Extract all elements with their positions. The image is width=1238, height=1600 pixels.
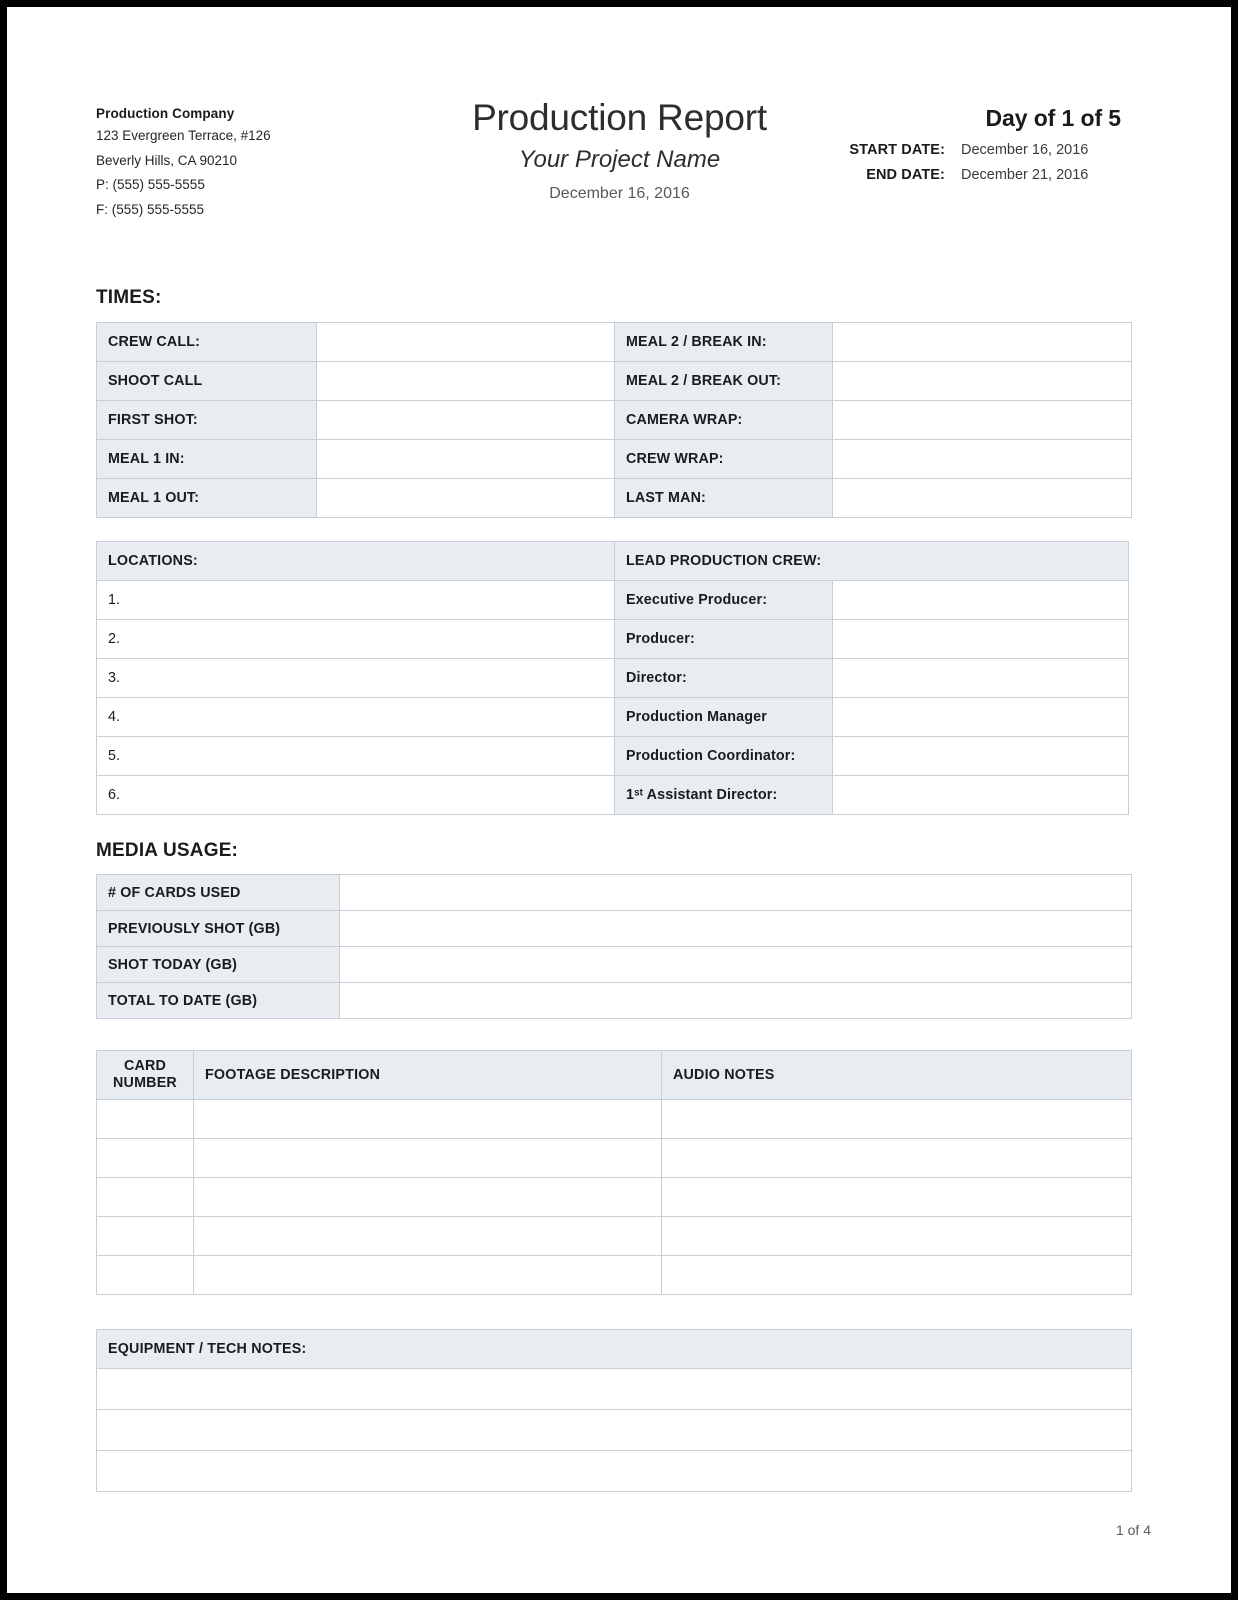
footage-row-4-card-number[interactable]: [97, 1256, 194, 1295]
project-name: Your Project Name: [518, 146, 721, 173]
media-usage-table: [96, 874, 1132, 1019]
company-address-line-1: 123 Evergreen Terrace, #126: [96, 128, 271, 143]
times-left-label-1: SHOOT CALL: [97, 362, 317, 401]
equipment-row-0[interactable]: [97, 1369, 1132, 1410]
equipment-header: EQUIPMENT / TECH NOTES:: [97, 1330, 1132, 1369]
location-row-2[interactable]: 3.: [97, 659, 615, 698]
footage-row-1-audio-notes[interactable]: [662, 1139, 1132, 1178]
table-row: [97, 1100, 1132, 1139]
crew-role-1: Producer:: [615, 620, 833, 659]
company-info-block: [96, 103, 396, 222]
table-header-row: [97, 542, 1129, 581]
crew-value-5[interactable]: [833, 776, 1129, 815]
footage-header-card-line-1: CARD: [123, 1058, 167, 1074]
times-left-label-2: FIRST SHOT:: [97, 401, 317, 440]
table-row: [97, 440, 1132, 479]
table-row: [97, 1256, 1132, 1295]
footage-header-card-number: [97, 1051, 194, 1100]
times-right-value-1[interactable]: [833, 362, 1132, 401]
times-right-label-0: MEAL 2 / BREAK IN:: [615, 323, 833, 362]
crew-value-2[interactable]: [833, 659, 1129, 698]
media-label-0: # OF CARDS USED: [97, 875, 340, 911]
table-row: [97, 1410, 1132, 1451]
times-left-value-0[interactable]: [317, 323, 615, 362]
crew-value-3[interactable]: [833, 698, 1129, 737]
media-value-0[interactable]: [340, 875, 1132, 911]
times-left-value-3[interactable]: [317, 440, 615, 479]
table-row: [97, 1178, 1132, 1217]
end-date-row: [701, 167, 1121, 183]
footage-row-0-description[interactable]: [194, 1100, 662, 1139]
location-row-3[interactable]: 4.: [97, 698, 615, 737]
day-of-label: Day of 1 of 5: [985, 105, 1121, 131]
times-right-value-2[interactable]: [833, 401, 1132, 440]
footage-row-2-audio-notes[interactable]: [662, 1178, 1132, 1217]
table-header-row: [97, 1051, 1132, 1100]
media-label-3: TOTAL TO DATE (GB): [97, 983, 340, 1019]
equipment-tech-notes-table: [96, 1329, 1132, 1492]
crew-role-3: Production Manager: [615, 698, 833, 737]
locations-header: LOCATIONS:: [97, 542, 615, 581]
crew-role-5-prefix: 1: [626, 787, 635, 803]
times-left-label-0: CREW CALL:: [97, 323, 317, 362]
footage-row-3-audio-notes[interactable]: [662, 1217, 1132, 1256]
location-row-4[interactable]: 5.: [97, 737, 615, 776]
times-left-value-4[interactable]: [317, 479, 615, 518]
times-right-label-1: MEAL 2 / BREAK OUT:: [615, 362, 833, 401]
table-row: [97, 479, 1132, 518]
table-row: [97, 983, 1132, 1019]
footage-row-1-description[interactable]: [194, 1139, 662, 1178]
crew-role-5: [615, 776, 833, 815]
table-row: [97, 947, 1132, 983]
day-meta-block: [701, 103, 1121, 183]
company-phone: P: (555) 555-5555: [96, 177, 205, 192]
start-date-value: December 16, 2016: [961, 142, 1089, 158]
footage-row-3-card-number[interactable]: [97, 1217, 194, 1256]
equipment-row-2[interactable]: [97, 1451, 1132, 1492]
times-right-label-2: CAMERA WRAP:: [615, 401, 833, 440]
table-header-row: [97, 1330, 1132, 1369]
footage-row-2-description[interactable]: [194, 1178, 662, 1217]
times-right-value-4[interactable]: [833, 479, 1132, 518]
crew-header: LEAD PRODUCTION CREW:: [615, 542, 1129, 581]
table-row: [97, 1369, 1132, 1410]
times-right-value-0[interactable]: [833, 323, 1132, 362]
start-date-label: START DATE:: [849, 142, 945, 158]
media-label-1: PREVIOUSLY SHOT (GB): [97, 911, 340, 947]
crew-role-4: Production Coordinator:: [615, 737, 833, 776]
crew-value-4[interactable]: [833, 737, 1129, 776]
footage-row-0-card-number[interactable]: [97, 1100, 194, 1139]
media-value-1[interactable]: [340, 911, 1132, 947]
document-page: [7, 7, 1231, 1593]
company-address-line-2: Beverly Hills, CA 90210: [96, 152, 238, 168]
times-left-label-3: MEAL 1 IN:: [97, 440, 317, 479]
end-date-value: December 21, 2016: [961, 167, 1089, 183]
footage-row-4-audio-notes[interactable]: [662, 1256, 1132, 1295]
location-row-1[interactable]: 2.: [97, 620, 615, 659]
media-value-2[interactable]: [340, 947, 1132, 983]
footage-header-description: FOOTAGE DESCRIPTION: [194, 1051, 662, 1100]
table-row: [97, 776, 1129, 815]
footage-row-3-description[interactable]: [194, 1217, 662, 1256]
start-date-row: [701, 142, 1121, 158]
footage-header-audio-notes: AUDIO NOTES: [662, 1051, 1132, 1100]
times-section-title: TIMES:: [96, 287, 162, 308]
table-row: [97, 1451, 1132, 1492]
table-row: [97, 659, 1129, 698]
document-header: [7, 7, 1231, 237]
times-table: [96, 322, 1132, 518]
table-row: [97, 737, 1129, 776]
crew-value-1[interactable]: [833, 620, 1129, 659]
footage-header-card-line-2: NUMBER: [113, 1075, 177, 1091]
company-name: Production Company: [96, 106, 235, 121]
footage-row-1-card-number[interactable]: [97, 1139, 194, 1178]
crew-role-0: Executive Producer:: [615, 581, 833, 620]
table-row: [97, 581, 1129, 620]
times-right-value-3[interactable]: [833, 440, 1132, 479]
page-indicator: 1 of 4: [1115, 1522, 1151, 1538]
location-row-0[interactable]: 1.: [97, 581, 615, 620]
times-left-value-1[interactable]: [317, 362, 615, 401]
times-left-value-2[interactable]: [317, 401, 615, 440]
equipment-row-1[interactable]: [97, 1410, 1132, 1451]
times-left-label-4: MEAL 1 OUT:: [97, 479, 317, 518]
table-row: [97, 362, 1132, 401]
crew-value-0[interactable]: [833, 581, 1129, 620]
footage-table: [96, 1050, 1132, 1295]
table-row: [97, 401, 1132, 440]
table-row: [97, 1139, 1132, 1178]
times-right-label-4: LAST MAN:: [615, 479, 833, 518]
location-row-5[interactable]: 6.: [97, 776, 615, 815]
table-row: [97, 911, 1132, 947]
footage-row-4-description[interactable]: [194, 1256, 662, 1295]
company-fax: F: (555) 555-5555: [96, 201, 205, 217]
media-usage-section-title: MEDIA USAGE:: [96, 840, 239, 861]
locations-and-crew-table: [96, 541, 1129, 815]
crew-role-5-ordinal: st: [634, 787, 644, 799]
media-value-3[interactable]: [340, 983, 1132, 1019]
times-right-label-3: CREW WRAP:: [615, 440, 833, 479]
table-row: [97, 620, 1129, 659]
page-title: Production Report: [472, 97, 767, 138]
table-row: [97, 698, 1129, 737]
report-date: December 16, 2016: [549, 185, 690, 202]
table-row: [97, 875, 1132, 911]
footage-row-0-audio-notes[interactable]: [662, 1100, 1132, 1139]
crew-role-2: Director:: [615, 659, 833, 698]
end-date-label: END DATE:: [866, 167, 945, 183]
media-label-2: SHOT TODAY (GB): [97, 947, 340, 983]
table-row: [97, 323, 1132, 362]
table-row: [97, 1217, 1132, 1256]
crew-role-5-rest: Assistant Director:: [643, 787, 778, 803]
footage-row-2-card-number[interactable]: [97, 1178, 194, 1217]
